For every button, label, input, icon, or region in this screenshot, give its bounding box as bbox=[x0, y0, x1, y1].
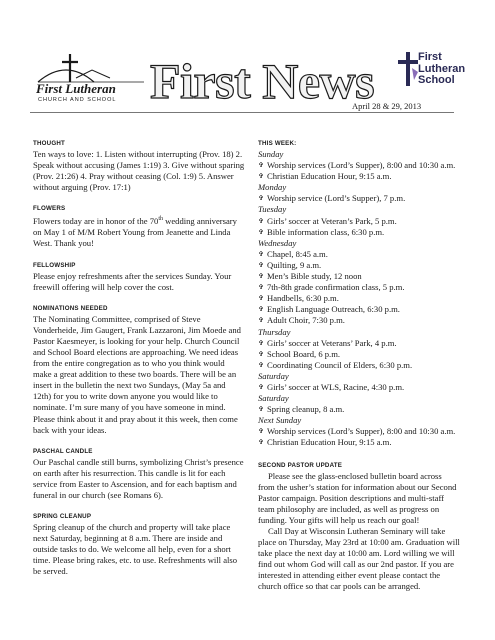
paschal-candle-section bbox=[33, 447, 245, 501]
section-heading: FELLOWSHIP bbox=[33, 261, 76, 269]
schedule-item bbox=[258, 426, 460, 437]
this-week-section bbox=[258, 139, 460, 449]
header-divider bbox=[30, 112, 454, 113]
cross-bullet-icon: ✞ bbox=[258, 172, 264, 181]
cross-bullet-icon: ✞ bbox=[258, 227, 264, 236]
school-logo bbox=[396, 50, 486, 106]
schedule-item-text: Girls’ soccer at Veterans’ Park, 4 p.m. bbox=[267, 337, 397, 348]
cross-bullet-icon: ✞ bbox=[258, 427, 264, 436]
section-body: Please enjoy refreshments after the services Sunday. Your freewill offering will help cover the cost. bbox=[33, 270, 232, 292]
schedule-item bbox=[258, 404, 460, 415]
schedule-item-text: Men’s Bible study, 12 noon bbox=[267, 271, 362, 282]
right-column bbox=[258, 139, 460, 604]
schedule-item bbox=[258, 315, 460, 326]
church-logo bbox=[36, 48, 146, 104]
schedule-day: Next Sunday bbox=[258, 415, 302, 426]
schedule-item-text: Christian Education Hour, 9:15 a.m. bbox=[267, 171, 392, 182]
schedule-item bbox=[258, 171, 460, 182]
schedule-item bbox=[258, 216, 460, 227]
section-heading: PASCHAL CANDLE bbox=[33, 447, 93, 455]
section-body: Spring cleanup of the church and property will take place next Saturday, beginning at 8 a.m. There are inside and outside tasks to do. We welcome all help, even for a short time. Please bring rakes, etc. to use. Refreshments will also be served. bbox=[33, 522, 238, 577]
cross-bullet-icon: ✞ bbox=[258, 161, 264, 170]
schedule-item-text: Spring cleanup, 8 a.m. bbox=[267, 404, 345, 415]
schedule-item-text: Worship services (Lord’s Supper), 8:00 and 10:30 a.m. bbox=[267, 160, 456, 171]
cross-bullet-icon: ✞ bbox=[258, 260, 264, 269]
cross-bullet-icon: ✞ bbox=[258, 316, 264, 325]
cross-bullet-icon: ✞ bbox=[258, 305, 264, 314]
newsletter-header bbox=[0, 0, 495, 130]
schedule-day: Sunday bbox=[258, 149, 284, 159]
cross-bullet-icon: ✞ bbox=[258, 438, 264, 447]
section-body: Ten ways to love: 1. Listen without interrupting (Prov. 18) 2. Speak without accusing (James 1:19) 3. Give without sparing (Prov. 21:26) 4. Pray without ceasing (Col. 1:9) 5. Answer without arguing (Prov. 17:1) bbox=[33, 149, 245, 193]
schedule-day: Saturday bbox=[258, 393, 289, 404]
schedule-item-text: Worship service (Lord’s Supper), 7 p.m. bbox=[267, 193, 406, 204]
schedule-item-text: Handbells, 6:30 p.m. bbox=[267, 293, 339, 304]
schedule-item-text: Adult Choir, 7:30 p.m. bbox=[267, 315, 345, 326]
schedule-item bbox=[258, 338, 460, 349]
schedule-item-text: Coordinating Council of Elders, 6:30 p.m. bbox=[267, 359, 413, 370]
schedule-item bbox=[258, 260, 460, 271]
schedule-item-text: English Language Outreach, 6:30 p.m. bbox=[267, 304, 400, 315]
schedule-item bbox=[258, 382, 460, 393]
section-heading: THIS WEEK: bbox=[258, 140, 297, 147]
schedule-item-text: Worship services (Lord’s Supper), 8:00 and 10:30 a.m. bbox=[267, 426, 456, 437]
issue-date: April 28 & 29, 2013 bbox=[352, 101, 422, 111]
schedule-item bbox=[258, 349, 460, 360]
spring-cleanup-section bbox=[33, 512, 245, 577]
cross-bullet-icon: ✞ bbox=[258, 272, 264, 281]
schedule-item bbox=[258, 227, 460, 238]
schedule-day: Tuesday bbox=[258, 204, 287, 215]
schedule-day: Thursday bbox=[258, 326, 291, 337]
section-body: Flowers today are in honor of the 70th wedding anniversary on May 1 of M/M Robert Young from Jeanette and Linda West. Thank you! bbox=[33, 216, 237, 249]
left-column bbox=[33, 139, 245, 589]
cross-bullet-icon: ✞ bbox=[258, 349, 264, 358]
schedule-item bbox=[258, 293, 460, 304]
schedule-item bbox=[258, 160, 460, 171]
church-cross-icon bbox=[36, 48, 146, 84]
flowers-section bbox=[33, 204, 245, 249]
nominations-section bbox=[33, 304, 245, 436]
church-logo-name: First Lutheran bbox=[36, 81, 116, 96]
cross-bullet-icon: ✞ bbox=[258, 283, 264, 292]
section-paragraph: Call Day at Wisconsin Lutheran Seminary will take place on Thursday, May 23rd at 10:00 am. Graduation will take place the next day at 10:00 am. Lord willing we will find out whom God will call as our 2nd pastor. If you are interested in attending either event please contact the church office so that car pools can be arranged. bbox=[258, 526, 460, 592]
section-heading: NOMINATIONS NEEDED bbox=[33, 304, 108, 312]
schedule-item-text: Girls’ soccer at Veteran’s Park, 5 p.m. bbox=[267, 215, 397, 226]
schedule-day: Wednesday bbox=[258, 237, 297, 248]
schedule-item-text: Girls’ soccer at WLS, Racine, 4:30 p.m. bbox=[267, 381, 405, 392]
newsletter-title: First News bbox=[150, 53, 375, 109]
cross-bullet-icon: ✞ bbox=[258, 360, 264, 369]
schedule-item bbox=[258, 437, 460, 448]
schedule-item-text: School Board, 6 p.m. bbox=[267, 348, 341, 359]
schedule-item bbox=[258, 271, 460, 282]
cross-bullet-icon: ✞ bbox=[258, 249, 264, 258]
cross-bullet-icon: ✞ bbox=[258, 194, 264, 203]
cross-bullet-icon: ✞ bbox=[258, 294, 264, 303]
fellowship-section bbox=[33, 261, 245, 293]
section-heading: SPRING CLEANUP bbox=[33, 513, 92, 521]
section-heading: SECOND PASTOR UPDATE bbox=[258, 461, 343, 469]
weekly-schedule bbox=[258, 149, 460, 449]
schedule-item-text: Chapel, 8:45 a.m. bbox=[267, 248, 328, 259]
schedule-item-text: 7th-8th grade confirmation class, 5 p.m. bbox=[267, 282, 405, 293]
section-heading: FLOWERS bbox=[33, 205, 66, 213]
schedule-item bbox=[258, 193, 460, 204]
schedule-item bbox=[258, 282, 460, 293]
cross-bullet-icon: ✞ bbox=[258, 338, 264, 347]
cross-bullet-icon: ✞ bbox=[258, 382, 264, 391]
school-logo-text: First Lutheran School bbox=[418, 51, 466, 86]
section-body: The Nominating Committee, comprised of Steve Vonderheide, Jim Gaugert, Frank Lazzaroni, Jim Moede and Pastor Kaesmeyer, is looking for your help. Church Council and School Board elections are approaching. We need ideas from the entire congregation as to who you think would make a great addition to these two boards. There will be an insert in the bulletin the next two Sundays, (May 5a and 12th) for you to write down anyone you would like to nominate. I’m sure many of you have someone in mind. Please think about it and pray about it this week, then come back with your ideas. bbox=[33, 313, 241, 435]
cross-bullet-icon: ✞ bbox=[258, 216, 264, 225]
schedule-day: Monday bbox=[258, 182, 287, 193]
cross-bullet-icon: ✞ bbox=[258, 405, 264, 414]
schedule-day: Saturday bbox=[258, 370, 289, 381]
schedule-item bbox=[258, 249, 460, 260]
church-logo-subtitle: CHURCH AND SCHOOL bbox=[38, 97, 117, 103]
schedule-item-text: Bible information class, 6:30 p.m. bbox=[267, 226, 385, 237]
schedule-item bbox=[258, 304, 460, 315]
school-cross-icon bbox=[396, 50, 420, 90]
section-heading: THOUGHT bbox=[33, 140, 65, 147]
thought-section bbox=[33, 139, 245, 193]
schedule-item-text: Christian Education Hour, 9:15 a.m. bbox=[267, 437, 392, 448]
schedule-item bbox=[258, 360, 460, 371]
second-pastor-section bbox=[258, 461, 460, 593]
section-paragraph: Please see the glass-enclosed bulletin board across from the usher’s station for information about our Second Pastor campaign. Position descriptions and multi-staff team philosophy are included, as well as progress on funding. Your gifts will help us reach our goal! bbox=[258, 470, 457, 525]
section-body: Our Paschal candle still burns, symbolizing Christ’s presence on earth after his resurrection. This candle is lit for each service from Easter to Ascension, and for each baptism and funeral in our church (see Romans 6). bbox=[33, 456, 244, 501]
schedule-item-text: Quilting, 9 a.m. bbox=[267, 259, 322, 270]
